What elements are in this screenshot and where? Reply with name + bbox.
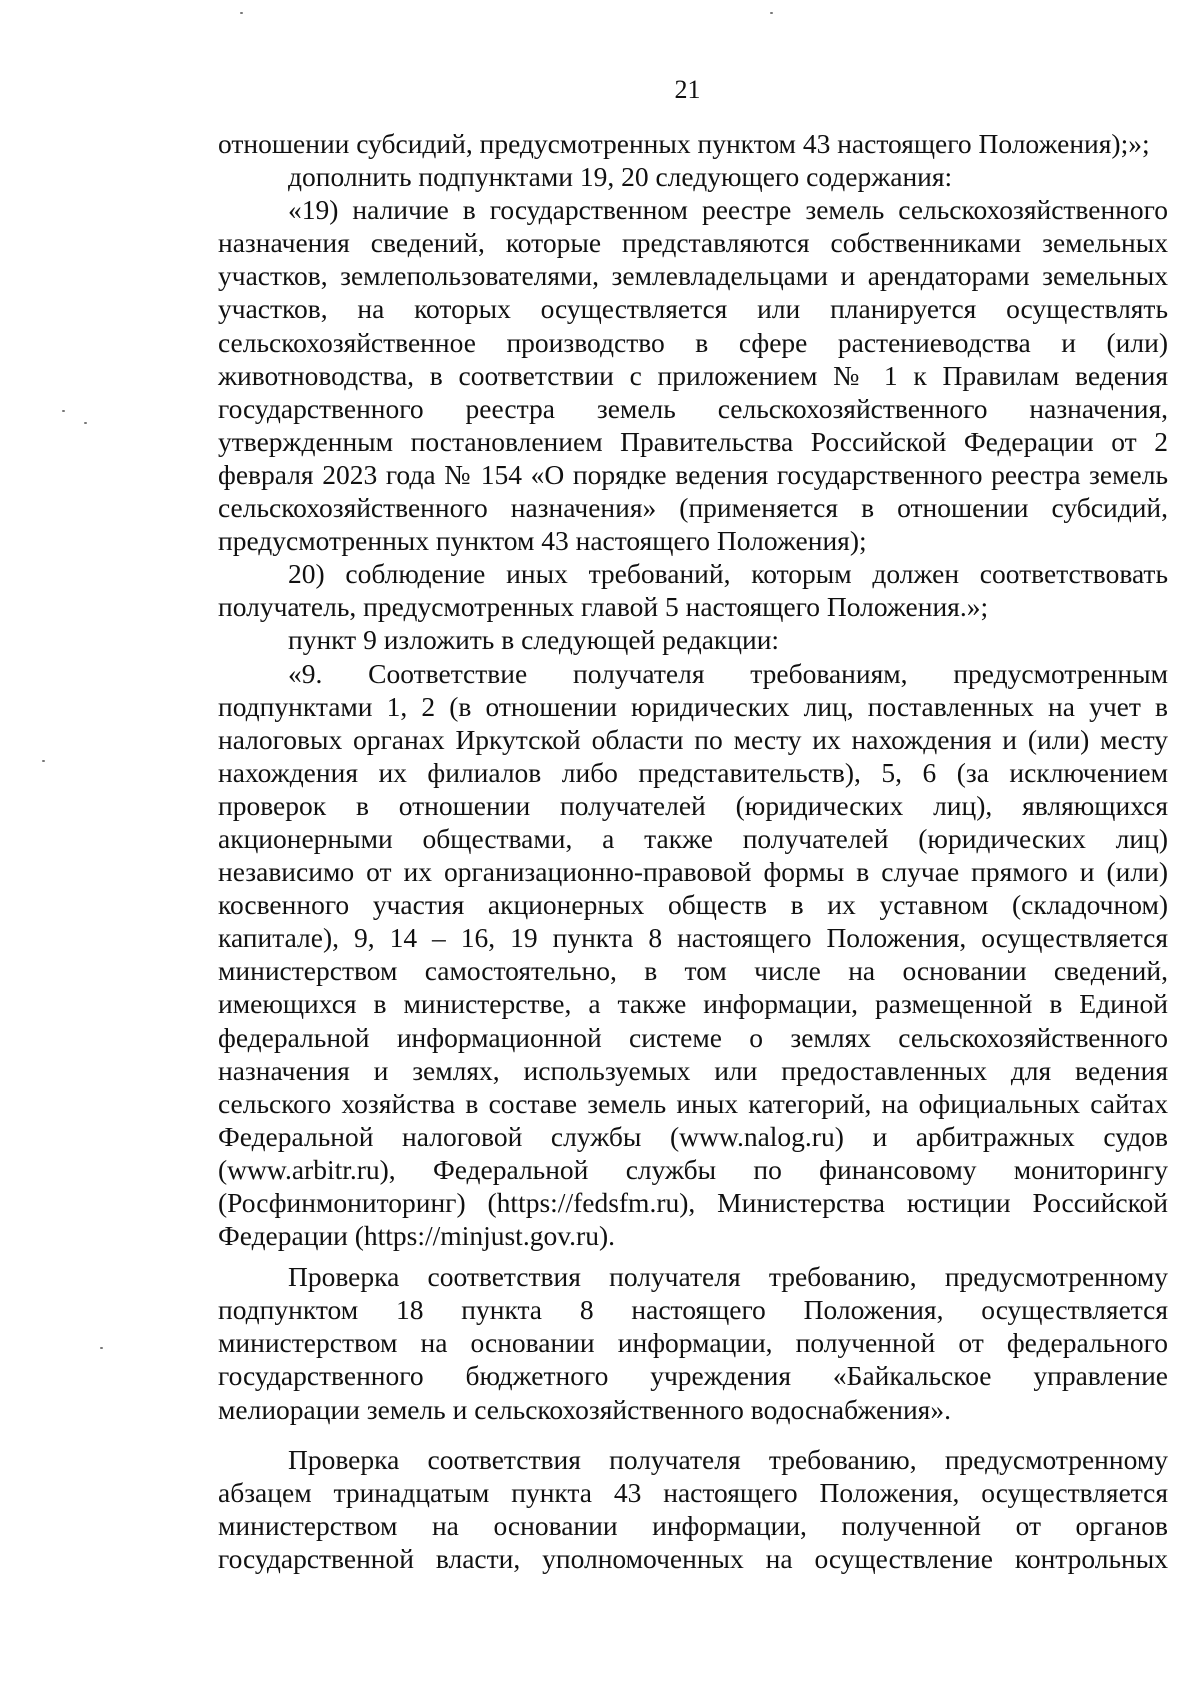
paragraph-item-9-intro: пункт 9 изложить в следующей редакции: [288,624,780,656]
scan-speck [100,1347,103,1349]
scan-speck [62,410,65,412]
scan-speck [240,12,243,14]
paragraph-item-9: «9. Соответствие получателя требованиям, предусмотренным подпунктами 1, 2 (в отношении юридических лиц, поставленных на учет в налоговых органах Иркутской области по месту их нахождения и (или) месту нахождения их филиалов либо представительств), 5, 6 (за исключением проверок в отношении получателей (юридических лиц), являющихся акционерными обществами, а также получателей (юридических лиц) независимо от их организационно-правовой формы в случае прямого и (или) косвенного участия акционерных обществ в их уставном (складочном) капитале), 9, 14 – 16, 19 пункта 8 настоящего Положения, осуществляется министерством самостоятельно, в том числе на основании сведений, имеющихся в министерстве, а также информации, размещенной в Единой федеральной информационной системе о землях сельскохозяйственного назначения и землях, используемых или предоставленных для ведения сельского хозяйства в составе земель иных категорий, на официальных сайтах Федеральной налоговой службы (www.nalog.ru) и арбитражных судов (www.arbitr.ru), Федеральной службы по финансовому мониторингу (Росфинмониторинг) (https://fedsfm.ru), Министерства юстиции Российской Федерации (https://minjust.gov.ru). [218,657,1168,1252]
page-number: 21 [674,75,701,104]
document-body [218,127,1168,1575]
scan-speck [770,12,773,14]
paragraph-amendment-intro: дополнить подпунктами 19, 20 следующего содержания: [288,161,953,193]
scan-speck [42,760,45,762]
paragraph-check-paragraph-13: Проверка соответствия получателя требованию, предусмотренному абзацем тринадцатым пункта 43 настоящего Положения, осуществляется министерством на основании информации, полученной от органов государственной власти, уполномоченных на осуществление контрольных [218,1443,1168,1574]
paragraph-subitem-19: «19) наличие в государственном реестре земель сельскохозяйственного назначения сведений, которые представляются собственниками земельных участков, землепользователями, землевладельцами и арендаторами земельных участков, на которых осуществляется или планируется осуществлять сельскохозяйственное производство в сфере растениеводства и (или) животноводства, в соответствии с приложением № 1 к Правилам ведения государственного реестра земель сельскохозяйственного назначения, утвержденным постановлением Правительства Российской Федерации от 2 февраля 2023 года № 154 «О порядке ведения государственного реестра земель сельскохозяйственного назначения» (применяется в отношении субсидий, предусмотренных пунктом 43 настоящего Положения); [218,194,1168,557]
paragraph-subitem-20: 20) соблюдение иных требований, которым должен соответствовать получатель, предусмотренных главой 5 настоящего Положения.»; [218,558,1168,623]
paragraph-check-subitem-18: Проверка соответствия получателя требованию, предусмотренному подпунктом 18 пункта 8 настоящего Положения, осуществляется министерством на основании информации, полученной от федерального государственного бюджетного учреждения «Байкальское управление мелиорации земель и сельскохозяйственного водоснабжения». [218,1261,1168,1425]
scan-speck [84,422,87,424]
paragraph-continuation: отношении субсидий, предусмотренных пунктом 43 настоящего Положения);»; [218,128,1150,159]
